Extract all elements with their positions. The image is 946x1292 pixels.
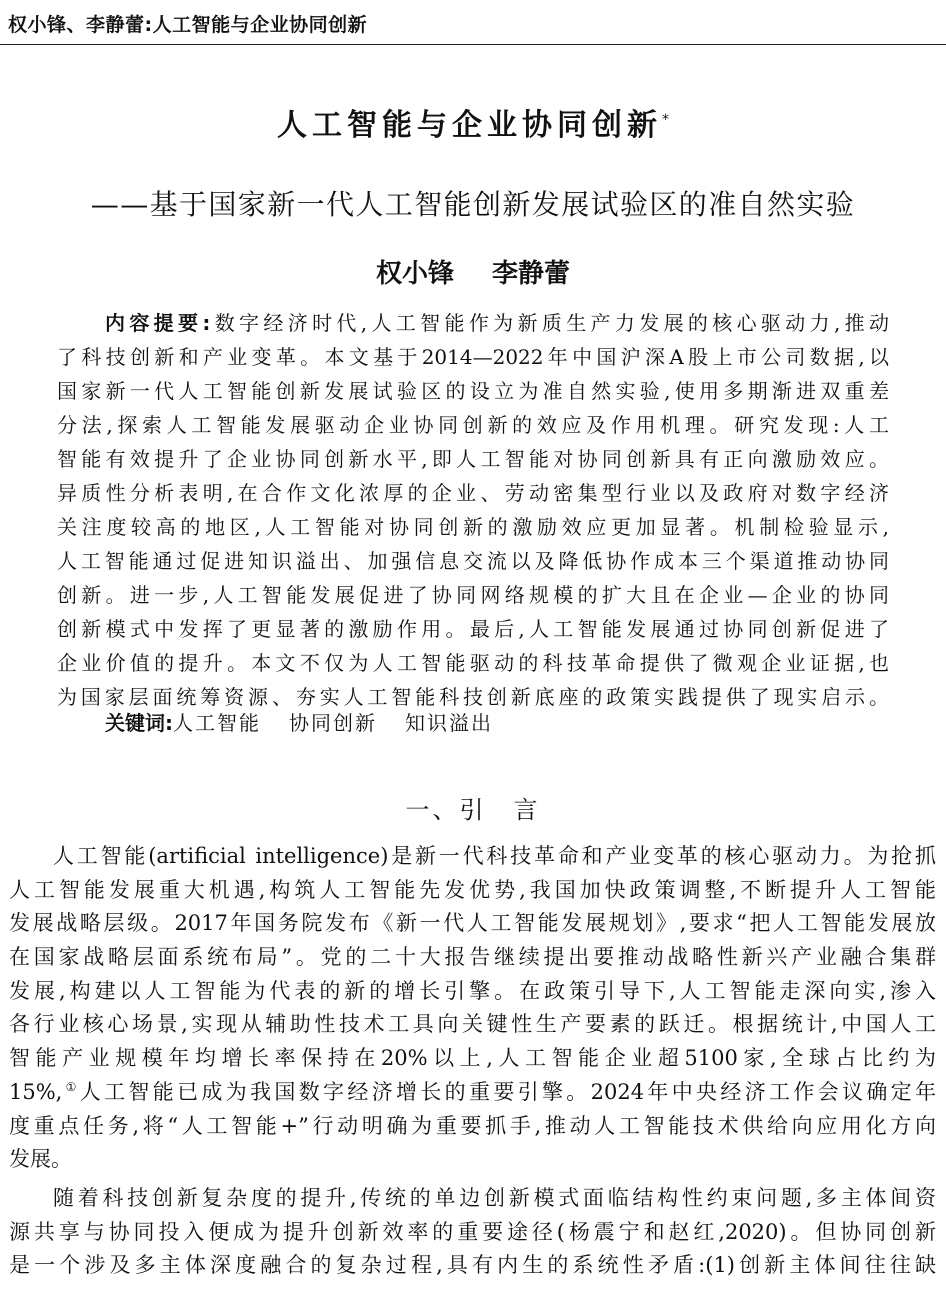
abstract-line: 人工智能通过促进知识溢出、加强信息交流以及降低协作成本三个渠道推动协同 (57, 549, 889, 573)
abstract-text: 数字经济时代,人工智能作为新质生产力发展的核心驱动力,推动 (210, 311, 889, 335)
abstract-line: 分法,探索人工智能发展驱动企业协同创新的效应及作用机理。研究发现:人工 (57, 413, 889, 437)
abstract-line: 异质性分析表明,在合作文化浓厚的企业、劳动密集型行业以及政府对数字经济 (57, 481, 889, 505)
paragraph-line: 人工智能发展重大机遇,构筑人工智能先发优势,我国加快政策调整,不断提升人工智能 (9, 877, 936, 902)
footnote-marker[interactable]: ① (62, 1079, 80, 1094)
author-line (0, 253, 946, 290)
abstract-line: 关注度较高的地区,人工智能对协同创新的激励效应更加显著。机制检验显示, (57, 515, 889, 539)
paragraph-line: 随着科技创新复杂度的提升,传统的单边创新模式面临结构性约束问题,多主体间资 (53, 1185, 936, 1210)
paragraph-line: 发展。 (9, 1147, 72, 1172)
paragraph-line: 人工智能(artificial intelligence)是新一代科技革命和产业变革的核心驱动力。为抢抓 (53, 844, 936, 868)
abstract-line: 企业价值的提升。本文不仅为人工智能驱动的科技革命提供了微观企业证据,也 (57, 651, 889, 675)
title-footnote-mark: * (662, 112, 669, 128)
keywords (105, 708, 521, 738)
paragraph-line: 发展战略层级。2017年国务院发布《新一代人工智能发展规划》,要求“把人工智能发展放 (9, 911, 936, 936)
keyword: 知识溢出 (405, 711, 493, 735)
paragraph-line: 源共享与协同投入便成为提升创新效率的重要途径(杨震宁和赵红,2020)。但协同创新 (9, 1219, 936, 1244)
paragraph-text: 人工智能已成为我国数字经济增长的重要引擎。2024年中央经济工作会议确定年 (79, 1079, 936, 1104)
body-text (9, 840, 936, 1283)
author-name: 李静蕾 (492, 259, 571, 289)
section-heading: 一、引 言 (405, 796, 541, 824)
paragraph-line: 发展,构建以人工智能为代表的新的增长引擎。在政策引导下,人工智能走深向实,渗入 (9, 978, 936, 1003)
abstract-line (57, 306, 889, 340)
paragraph-line: 智能产业规模年均增长率保持在20%以上,人工智能企业超5100家,全球占比约为 (9, 1046, 936, 1071)
article-title (0, 100, 946, 144)
paragraph-text: 15%, (9, 1079, 63, 1104)
abstract-line: 了科技创新和产业变革。本文基于2014—2022年中国沪深A股上市公司数据,以 (57, 345, 889, 369)
abstract-line: 国家新一代人工智能创新发展试验区的设立为准自然实验,使用多期渐进双重差 (57, 379, 889, 403)
paragraph-line: 在国家战略层面系统布局”。党的二十大报告继续提出要推动战略性新兴产业融合集群 (9, 945, 936, 970)
paragraph-line: 是一个涉及多主体深度融合的复杂过程,具有内生的系统性矛盾:(1)创新主体间往往缺 (9, 1253, 936, 1278)
abstract-line: 为国家层面统筹资源、夯实人工智能科技创新底座的政策实践提供了现实启示。 (57, 685, 889, 709)
paragraph-line: 度重点任务,将“人工智能+”行动明确为重要抓手,推动人工智能技术供给向应用化方向 (9, 1113, 936, 1138)
paragraph-line (9, 1076, 936, 1110)
title-text: 人工智能与企业协同创新 (277, 108, 662, 143)
author-name: 权小锋 (375, 259, 454, 289)
abstract-line: 创新模式中发挥了更显著的激励作用。最后,人工智能发展通过协同创新促进了 (57, 617, 889, 641)
keywords-label: 关键词: (105, 711, 173, 735)
running-header: 权小锋、李静蕾:人工智能与企业协同创新 (8, 14, 368, 36)
abstract-line: 智能有效提升了企业协同创新水平,即人工智能对协同创新具有正向激励效应。 (57, 447, 889, 471)
paragraph-line: 各行业核心场景,实现从辅助性技术工具向关键性生产要素的跃迁。根据统计,中国人工 (9, 1012, 936, 1037)
abstract (57, 306, 889, 714)
abstract-label: 内容提要: (105, 311, 211, 335)
header-rule (0, 44, 946, 45)
keyword: 人工智能 (173, 711, 261, 735)
keyword: 协同创新 (289, 711, 377, 735)
article-subtitle: ——基于国家新一代人工智能创新发展试验区的准自然实验 (90, 188, 856, 221)
abstract-line: 创新。进一步,人工智能发展促进了协同网络规模的扩大且在企业—企业的协同 (57, 583, 889, 607)
